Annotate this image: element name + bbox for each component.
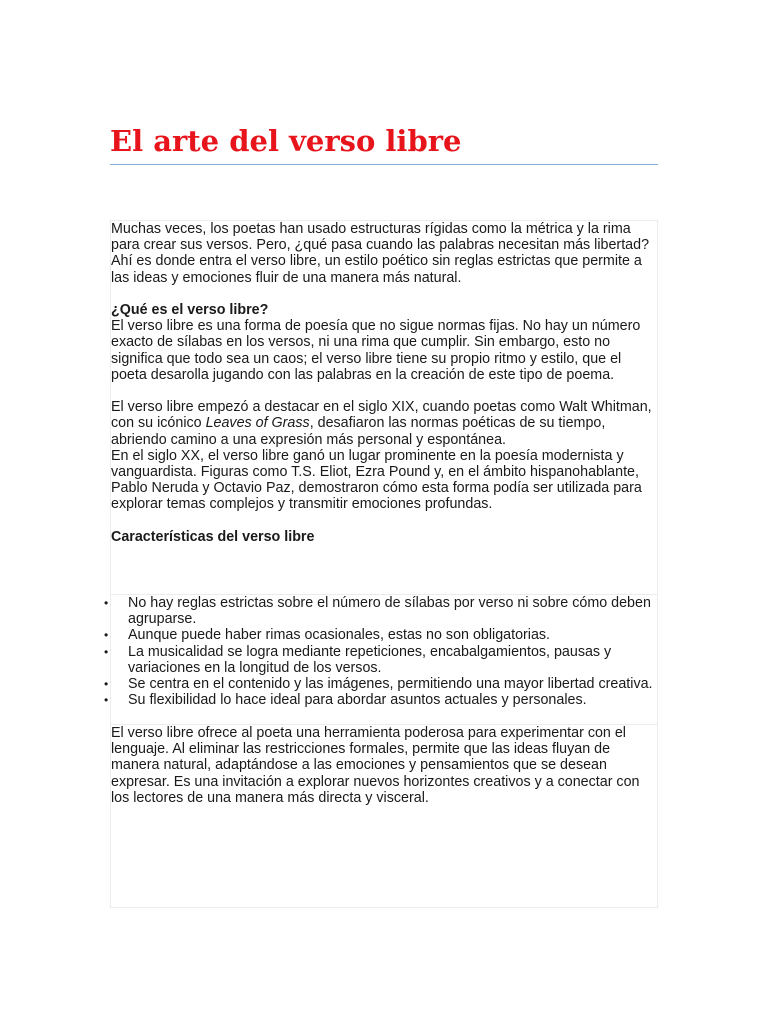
section-heading-characteristics: Características del verso libre [111,528,315,545]
content-box-list [104,594,658,724]
history-text-before: El verso libre empezó a destacar en el siglo XIX, cuando poetas como Walt Whitman, con su icónico [111,399,652,432]
history-paragraph-2: En el siglo XX, el verso libre ganó un lugar prominente en la poesía modernista y vanguardista. Figuras como T.S. Eliot, Ezra Pound y, en el ámbito hispanohablante, Pablo Neruda y Octavio Paz, demostraron cómo esta forma podía ser utilizada para explorar temas complejos y transmitir emociones profundas. [111,447,642,513]
content-box-conclusion [110,724,658,908]
intro-paragraph: Muchas veces, los poetas han usado estructuras rígidas como la métrica y la rima para crear sus versos. Pero, ¿qué pasa cuando las palabras necesitan más libertad? Ahí es donde entra el verso libre, un estilo poético sin reglas estrictas que permite a las ideas y emociones fluir de una manera más natural. [111,221,650,286]
characteristics-list [104,595,657,709]
list-item-text: Se centra en el contenido y las imágenes, permitiendo una mayor libertad creativa. [128,676,653,693]
list-item-text: No hay reglas estrictas sobre el número de sílabas por verso ni sobre cómo deben agruparse. [128,595,651,628]
list-item [104,676,657,693]
book-title-italic: Leaves of Grass [205,415,310,432]
document-title: El arte del verso libre [110,124,462,158]
spacer [111,513,657,529]
history-paragraph-1 [111,399,657,448]
bullet-icon: • [104,693,109,708]
bullet-icon: • [104,628,109,643]
section-heading-what-is: ¿Qué es el verso libre? [111,302,269,318]
history-text-after: , desafiaron las normas poéticas de su tiempo, abriendo camino a una expresión más personal y espontánea. [111,415,606,448]
list-item [104,627,657,644]
bullet-icon: • [104,677,109,692]
list-item-text: Aunque puede haber rimas ocasionales, estas no son obligatorias. [128,627,551,644]
list-item-text: La musicalidad se logra mediante repeticiones, encabalgamientos, pausas y variaciones en la longitud de los versos. [128,643,612,676]
conclusion-paragraph: El verso libre ofrece al poeta una herramienta poderosa para experimentar con el lenguaje. Al eliminar las restricciones formales, permite que las ideas fluyan de manera natural, adaptándose a las emociones y pensamientos que se desean expresar. Es una invitación a explorar nuevos horizontes creativos y a conectar con los lectores de una manera más directa y visceral. [111,725,640,806]
title-underline [110,164,658,165]
list-item-text: Su flexibilidad lo hace ideal para abordar asuntos actuales y personales. [128,692,587,709]
what-is-paragraph: El verso libre es una forma de poesía que no sigue normas fijas. No hay un número exacto de sílabas en los versos, ni una rima que cumplir. Sin embargo, esto no significa que todo sea un caos; el verso libre tiene su propio ritmo y estilo, que el poeta desarolla jugando con las palabras en la creación de este tipo de poema. [111,318,641,383]
spacer [111,286,657,302]
list-item [104,692,657,709]
bullet-icon: • [104,644,109,659]
list-item [104,643,657,676]
spacer [111,383,657,399]
bullet-icon: • [104,596,109,610]
content-box-intro [110,220,658,594]
list-item [104,595,657,628]
